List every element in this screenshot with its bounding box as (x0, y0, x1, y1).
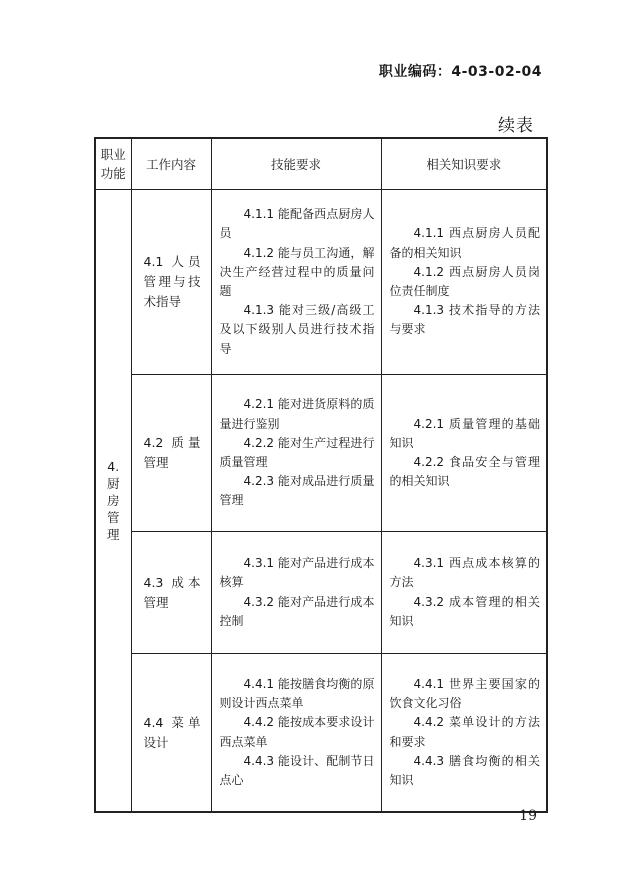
knowledge-item: 4.4.3 膳食均衡的相关知识 (389, 753, 540, 787)
knowledge-item: 4.3.1 西点成本核算的方法 (389, 556, 540, 590)
header-skills: 技能要求 (211, 138, 381, 190)
skills-cell (211, 190, 381, 375)
work-content-cell: 4.1 人员管理与技术指导 (131, 190, 211, 375)
knowledge-cell (381, 654, 547, 813)
work-content-cell: 4.2 质量管理 (131, 375, 211, 532)
skill-item: 4.4.1 能按膳食均衡的原则设计西点菜单 (219, 676, 375, 711)
header-function: 职业功能 (95, 138, 131, 190)
skills-cell (211, 375, 381, 532)
knowledge-item: 4.1.1 西点厨房人员配备的相关知识 (389, 226, 540, 260)
knowledge-item: 4.4.1 世界主要国家的饮食文化习俗 (389, 676, 540, 711)
skill-item: 4.3.2 能对产品进行成本控制 (219, 594, 375, 628)
skill-item: 4.2.2 能对生产过程进行质量管理 (219, 435, 375, 469)
table-header-row (95, 138, 547, 190)
skills-cell (211, 654, 381, 813)
skill-item: 4.2.3 能对成品进行质量管理 (219, 474, 375, 508)
knowledge-cell (381, 190, 547, 375)
skill-item: 4.4.2 能按成本要求设计西点菜单 (219, 715, 375, 749)
page-number: 19 (519, 808, 537, 824)
skills-cell (211, 532, 381, 654)
knowledge-item: 4.1.2 西点厨房人员岗位责任制度 (389, 264, 540, 298)
knowledge-item: 4.3.2 成本管理的相关知识 (389, 594, 540, 628)
work-content-cell: 4.3 成本管理 (131, 532, 211, 654)
skill-item: 4.1.2 能与员工沟通，解决生产经营过程中的质量问题 (219, 245, 375, 298)
knowledge-item: 4.4.2 菜单设计的方法和要求 (389, 715, 540, 749)
function-name: 厨房管理 (106, 476, 120, 542)
skill-item: 4.4.3 能设计、配制节日点心 (219, 753, 375, 787)
knowledge-cell (381, 532, 547, 654)
work-content-cell: 4.4 菜单设计 (131, 654, 211, 813)
knowledge-item: 4.1.3 技术指导的方法与要求 (389, 303, 540, 337)
table-row (95, 532, 547, 654)
header-work: 工作内容 (131, 138, 211, 190)
table-row (95, 190, 547, 375)
skill-item: 4.1.3 能对三级/高级工及以下级别人员进行技术指导 (219, 303, 375, 356)
function-number: 4. (107, 459, 120, 474)
occupation-code: 职业编码：4-03-02-04 (378, 64, 542, 80)
knowledge-cell (381, 375, 547, 532)
table-row (95, 375, 547, 532)
skill-item: 4.2.1 能对进货原料的质量进行鉴别 (219, 397, 375, 431)
header-knowledge: 相关知识要求 (381, 138, 547, 190)
knowledge-item: 4.2.1 质量管理的基础知识 (389, 416, 540, 450)
skill-item: 4.3.1 能对产品进行成本核算 (219, 556, 375, 590)
knowledge-item: 4.2.2 食品安全与管理的相关知识 (389, 455, 540, 489)
table-row (95, 654, 547, 813)
standards-table (94, 137, 548, 813)
function-cell (95, 190, 131, 813)
skill-item: 4.1.1 能配备西点厨房人员 (219, 207, 375, 241)
continued-label: 续表 (498, 116, 534, 136)
